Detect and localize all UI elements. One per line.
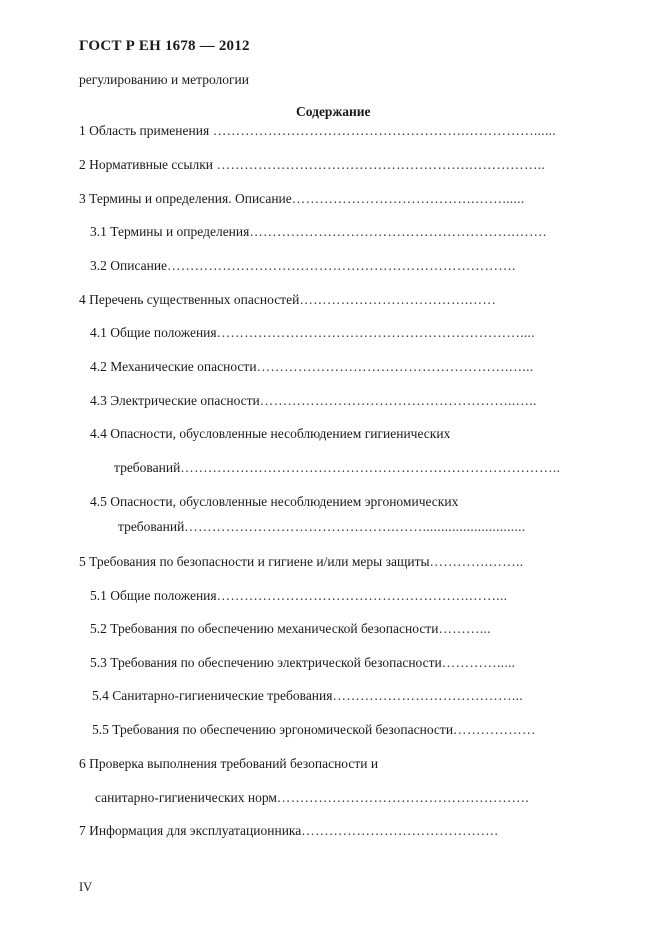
toc-leader-dots: ………... [438,621,491,636]
toc-entry-text: 3.1 Термины и определения [90,224,250,239]
page-number: IV [79,880,93,894]
toc-entry [92,721,577,739]
toc-entry [90,223,590,241]
toc-entry-text: 2 Нормативные ссылки [79,157,213,172]
toc-entry [114,459,592,477]
toc-entry [90,358,593,376]
toc-leader-dots: ……………………………………………………………………….. [180,460,561,475]
toc-leader-dots: ………………………………………………. [276,790,529,805]
toc-entry-text: 5 Требования по безопасности и гигиене и/или меры защиты [79,554,430,569]
toc-entry [90,425,590,443]
toc-leader-dots: ………………………………………………….……. [249,224,547,239]
toc-entry [95,789,577,807]
toc-entry-text: 7 Информация для эксплуатационника [79,823,302,838]
document-header: ГОСТ Р ЕН 1678 — 2012 [79,38,250,54]
toc-leader-dots: ………………………………………………………….... [216,325,535,340]
document-subheader: регулированию и метрологии [79,72,249,87]
toc-entry-text: 4.1 Общие положения [90,325,217,340]
toc-leader-dots: …………………………………………………………………. [167,258,516,273]
toc-entry [90,493,590,511]
toc-entry-text: 6 Проверка выполнения требований безопасности и [79,756,379,771]
toc-entry [90,654,548,672]
toc-entry-text: требований [118,519,185,534]
toc-entry [79,291,583,309]
toc-entry [79,190,574,208]
toc-entry [79,822,569,840]
toc-entry-text: 5.1 Общие положения [90,588,217,603]
toc-entry-text: 1 Область применения [79,123,210,138]
toc-leader-dots: ……………………………………………….…………….. [213,157,546,172]
toc-leader-dots: ……………………………………. [301,823,499,838]
toc-entry [90,620,552,638]
toc-leader-dots: ……………………………….…… [299,292,497,307]
toc-entry [92,687,562,705]
toc-leader-dots: ……………………………………………….……... [216,588,508,603]
toc-title: Содержание [296,104,371,119]
toc-entry-text: 5.2 Требования по обеспечению механической безопасности [90,621,439,636]
toc-entry-text: 3.2 Описание [90,258,168,273]
toc-leader-dots: …………..... [441,655,516,670]
toc-entry-text: 5.3 Требования по обеспечению электрической безопасности [90,655,442,670]
toc-leader-dots: ……………………………………………….…... [256,359,534,374]
toc-entry-text: 5.5 Требования по обеспечению эргономической безопасности [92,722,454,737]
toc-entry-text: 5.4 Санитарно-гигиенические требования [92,688,333,703]
toc-entry [90,392,593,410]
toc-entry-text: 4.3 Электрические опасности [90,393,260,408]
toc-entry [79,156,591,174]
toc-entry-text: 4.5 Опасности, обусловленные несоблюдением эргономических [90,494,459,509]
toc-leader-dots: ………….…….. [429,554,524,569]
toc-entry [79,755,579,773]
toc-leader-dots: ………………………………….……...... [291,191,525,206]
toc-entry [118,518,577,536]
toc-entry [90,324,592,342]
toc-entry-text: 4 Перечень существенных опасностей [79,292,300,307]
toc-leader-dots: ……………………………………….……............................ [184,519,526,534]
toc-entry [90,587,543,605]
toc-entry-text: 3 Термины и определения. Описание [79,191,292,206]
toc-entry [79,553,586,571]
toc-entry-text: 4.4 Опасности, обусловленные несоблюдением гигиенических [90,426,451,441]
toc-entry-text: 4.2 Механические опасности [90,359,257,374]
toc-leader-dots: …………………………………... [332,688,523,703]
toc-leader-dots: ……………… [453,722,536,737]
toc-entry [79,122,591,140]
toc-entry-text: санитарно-гигиенических норм [95,790,277,805]
toc-entry-text: требований [114,460,181,475]
toc-entry [90,257,568,275]
toc-leader-dots: ………………………………………………..….. [259,393,537,408]
toc-leader-dots: ……………………………………………….……………...... [209,123,556,138]
